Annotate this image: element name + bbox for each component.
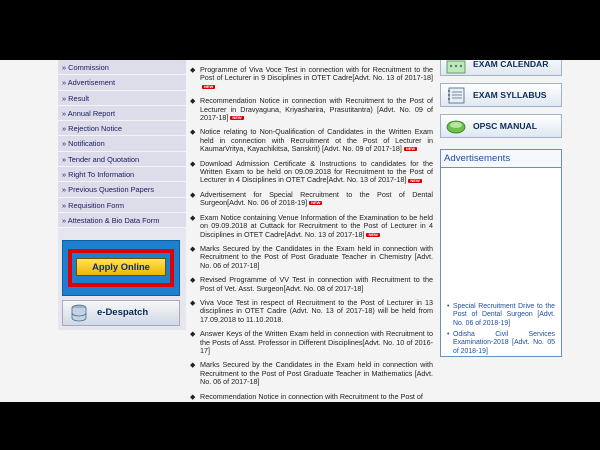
bullet-icon: ◆ (190, 362, 196, 370)
list-item[interactable] (188, 191, 433, 208)
sidebar-item-result[interactable]: » Result (58, 91, 186, 106)
bullet-icon: ◆ (190, 214, 196, 222)
bullet-icon: • (447, 331, 450, 338)
notebook-icon (445, 86, 467, 105)
notice-list (188, 66, 433, 402)
new-badge: NEW (405, 146, 416, 152)
notice-text[interactable]: Revised Programme of VV Test in connection with Recruitment to the Post of Vet. Asst. Surgeon[Advt. No. 08 of 2017-18] (200, 275, 433, 293)
opsc-manual-button[interactable] (440, 114, 562, 138)
bullet-icon: ◆ (190, 98, 196, 106)
calendar-icon (445, 60, 467, 74)
notice-text[interactable]: Programme of Viva Voce Test in connection with for Recruitment to the Post of Lecturer in 9 Disciplines in OTET Cadre[Advt. No. 13 of 2017-18] (200, 66, 433, 83)
sidebar-item-tender-and-quotation[interactable]: » Tender and Quotation (58, 152, 186, 167)
sidebar-item-attestation-bio-data-form[interactable]: » Attestation & Bio Data Form (58, 213, 186, 228)
list-item[interactable] (188, 330, 433, 355)
bullet-icon: ◆ (190, 331, 196, 339)
bullet-icon: ◆ (190, 277, 196, 285)
list-item[interactable] (188, 160, 433, 185)
database-icon (69, 304, 89, 323)
notice-text[interactable]: Answer Keys of the Written Exam held in connection with Recruitment to the Posts of Asst. Professor in Different Disciplines[Advt. No. 10 of 2016-17] (200, 329, 433, 355)
sidebar-menu (58, 60, 186, 228)
new-badge: NEW (311, 200, 321, 206)
list-item[interactable] (188, 245, 433, 270)
notice-text[interactable]: Recommendation Notice in connection with Recruitment to the Post of Lecturer in Dravyaguna, Kriyasharira, Prasutitantra) [Advt. No. 09 of 2017-18] (200, 96, 433, 123)
bullet-icon: ◆ (190, 129, 196, 137)
bullet-icon: ◆ (190, 393, 196, 401)
list-item[interactable] (188, 97, 433, 122)
bullet-icon: ◆ (190, 245, 196, 253)
sidebar-item-requisition-form[interactable]: » Requisition Form (58, 198, 186, 213)
browser-viewport (0, 60, 600, 402)
sidebar-item-commission[interactable]: » Commission (58, 60, 186, 75)
sidebar-item-right-to-information[interactable]: » Right To Information (58, 167, 186, 182)
opsc-manual-label: OPSC MANUAL (473, 121, 537, 131)
new-badge: NEW (232, 115, 242, 121)
notice-text[interactable]: Advertisement for Special Recruitment to the Post of Dental Surgeon[Advt. No. 06 of 2018-19] (200, 189, 433, 208)
notice-text[interactable]: Marks Secured by the Candidates in the Exam held in connection with Recruitment to the Post of Post Graduate Teacher in Mathematics [Advt. No. 06 of 2017-18] (200, 360, 433, 387)
ad-link[interactable]: Odisha Civil Services Examination-2018 [Advt. No. 05 of 2018-19] (453, 331, 555, 355)
manual-icon (445, 117, 467, 136)
bullet-icon: • (447, 303, 450, 310)
e-despatch-button[interactable] (62, 300, 180, 326)
list-item[interactable] (447, 303, 555, 328)
notice-text[interactable]: Notice relating to Non-Qualification of Candidates in the Written Exam held in connection with Recruitment ot the Post of Lecturer in KaumarVritya, Kayachikitsa, Sanskrit) [Advt. No. 09 of 2017-18] (200, 127, 433, 154)
advertisements-title: Advertisements (441, 150, 561, 168)
list-item[interactable] (188, 299, 433, 324)
bullet-icon: ◆ (190, 67, 196, 74)
notice-text[interactable]: Marks Secured by the Candidates in the Exam held in connection with Recruitment to the Post of Post Graduate Teacher in Chemistry [Advt. No. 06 of 2017-18] (200, 243, 433, 270)
list-item[interactable] (188, 66, 433, 91)
exam-syllabus-button[interactable] (440, 83, 562, 107)
notice-text[interactable]: Download Admission Certificate & Instructions to candidates for the Written Exam to be held on 09.09.2018 for Recruitment to the Post of Lecturer in 4 Disciplines in OTET Cadre[Advt. No. 13 of 2017-18] (200, 158, 433, 185)
new-badge: NEW (368, 231, 378, 237)
list-item[interactable] (188, 214, 433, 239)
new-badge: NEW (204, 83, 214, 89)
sidebar-item-advertisement[interactable]: » Advertisement (58, 75, 186, 90)
e-despatch-label: e-Despatch (97, 307, 149, 318)
apply-online-button[interactable]: Apply Online (76, 258, 166, 276)
advertisements-panel (440, 149, 562, 357)
sidebar-item-previous-question-papers[interactable]: » Previous Question Papers (58, 182, 186, 197)
exam-syllabus-label: EXAM SYLLABUS (473, 90, 547, 100)
right-column (440, 60, 562, 402)
sidebar-item-annual-report[interactable]: » Annual Report (58, 106, 186, 121)
notice-text[interactable]: Exam Notice containing Venue Information of the Examination to be held on 09.09.2018 at Cuttack for Recruitment to the Post of Lecturer in 4 Disciplines in OTET Cadre[Advt. No. 13 of 2017-18] (200, 212, 433, 239)
list-item[interactable] (188, 361, 433, 386)
notice-text[interactable]: Viva Voce Test in respect of Recruitment to the Post of Lecturer in 13 disciplines in OTET Cadre (Advt. No. 13 of 2017-18) will be held from 17.09.2018 to 11.10.2018. (200, 297, 433, 324)
list-item[interactable] (447, 331, 555, 356)
bullet-icon: ◆ (190, 299, 196, 307)
sidebar-item-notification[interactable]: » Notification (58, 136, 186, 151)
sidebar-item-rejection-notice[interactable]: » Rejection Notice (58, 121, 186, 136)
exam-calendar-button[interactable] (440, 60, 562, 76)
list-item[interactable] (188, 393, 433, 401)
new-badge: NEW (410, 177, 420, 183)
list-item[interactable] (188, 128, 433, 153)
ad-link[interactable]: Special Recruitment Drive to the Post of Dental Surgeon [Advt. No. 06 of 2018-19] (453, 303, 555, 327)
list-item[interactable] (188, 276, 433, 293)
bullet-icon: ◆ (190, 160, 196, 168)
notice-text[interactable]: Recommendation Notice in connection with Recruitment to the Post of (200, 391, 423, 401)
exam-calendar-label: EXAM CALENDAR (473, 60, 549, 69)
bullet-icon: ◆ (190, 191, 196, 199)
